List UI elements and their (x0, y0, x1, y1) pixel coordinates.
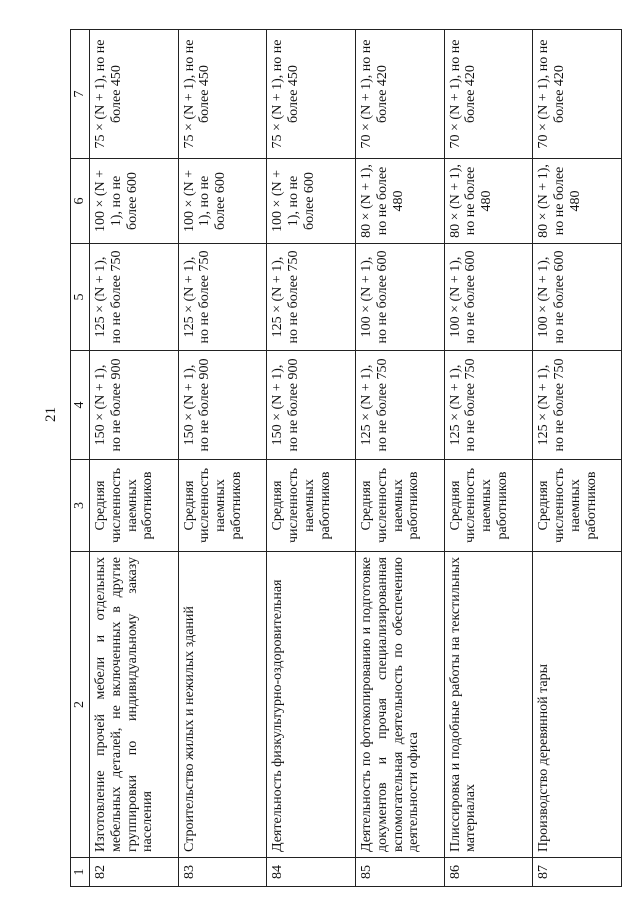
activity-name: Деятельность по фотокопированию и подготовке документов и прочая специализированная вспомогательная деятельность по обеспечению деятельности офиса (355, 552, 444, 858)
limit-col4: 125 × (N + 1), но не более 750 (355, 351, 444, 460)
indicator: Средняя численность наемных работников (90, 460, 179, 552)
row-number: 85 (355, 858, 444, 887)
row-number: 83 (178, 858, 267, 887)
table-row (178, 30, 267, 887)
limit-col6: 80 × (N + 1), но не более 480 (444, 159, 533, 244)
table-row (533, 30, 622, 887)
header-cell-col3: 3 (71, 460, 90, 552)
header-cell-col4: 4 (71, 351, 90, 460)
limit-col7: 75 × (N + 1), но не более 450 (267, 30, 356, 159)
indicator: Средняя численность наемных работников (533, 460, 622, 552)
activity-name: Плиссировка и подобные работы на текстильных материалах (444, 552, 533, 858)
limit-col6: 100 × (N + 1), но не более 600 (267, 159, 356, 244)
limit-col5: 125 × (N + 1), но не более 750 (178, 244, 267, 351)
table-row (267, 30, 356, 887)
header-row (71, 30, 90, 887)
limit-col5: 100 × (N + 1), но не более 600 (444, 244, 533, 351)
row-number: 84 (267, 858, 356, 887)
activity-limits-table (70, 29, 622, 887)
activity-name: Производство деревянной тары (533, 552, 622, 858)
header-cell-col7: 7 (71, 30, 90, 159)
indicator: Средняя численность наемных работников (355, 460, 444, 552)
row-number: 87 (533, 858, 622, 887)
table-row (355, 30, 444, 887)
indicator: Средняя численность наемных работников (267, 460, 356, 552)
limit-col7: 70 × (N + 1), но не более 420 (355, 30, 444, 159)
limit-col5: 100 × (N + 1), но не более 600 (533, 244, 622, 351)
header-cell-col1: 1 (71, 858, 90, 887)
limit-col7: 70 × (N + 1), но не более 420 (533, 30, 622, 159)
limit-col6: 100 × (N + 1), но не более 600 (178, 159, 267, 244)
row-number: 86 (444, 858, 533, 887)
limit-col6: 80 × (N + 1), но не более 480 (533, 159, 622, 244)
activity-name: Строительство жилых и нежилых зданий (178, 552, 267, 858)
limit-col6: 100 × (N + 1), но не более 600 (90, 159, 179, 244)
row-number: 82 (90, 858, 179, 887)
limit-col7: 75 × (N + 1), но не более 450 (178, 30, 267, 159)
activity-name: Изготовление прочей мебели и отдельных мебельных деталей, не включенных в другие группировки по индивидуальному заказу населения (90, 552, 179, 858)
limit-col5: 100 × (N + 1), но не более 600 (355, 244, 444, 351)
header-cell-col6: 6 (71, 159, 90, 244)
activity-name: Деятельность физкультурно-оздоровительная (267, 552, 356, 858)
limit-col4: 125 × (N + 1), но не более 750 (444, 351, 533, 460)
header-cell-col2: 2 (71, 552, 90, 858)
limit-col6: 80 × (N + 1), но не более 480 (355, 159, 444, 244)
limit-col4: 150 × (N + 1), но не более 900 (90, 351, 179, 460)
limit-col5: 125 × (N + 1), но не более 750 (90, 244, 179, 351)
indicator: Средняя численность наемных работников (444, 460, 533, 552)
rotated-table-container (70, 30, 622, 887)
limit-col4: 150 × (N + 1), но не более 900 (267, 351, 356, 460)
limit-col5: 125 × (N + 1), но не более 750 (267, 244, 356, 351)
limit-col7: 75 × (N + 1), но не более 450 (90, 30, 179, 159)
page-number: 21 (43, 407, 59, 422)
limit-col4: 125 × (N + 1), но не более 750 (533, 351, 622, 460)
table-row (90, 30, 179, 887)
limit-col4: 150 × (N + 1), но не более 900 (178, 351, 267, 460)
indicator: Средняя численность наемных работников (178, 460, 267, 552)
header-cell-col5: 5 (71, 244, 90, 351)
table-row (444, 30, 533, 887)
limit-col7: 70 × (N + 1), но не более 420 (444, 30, 533, 159)
